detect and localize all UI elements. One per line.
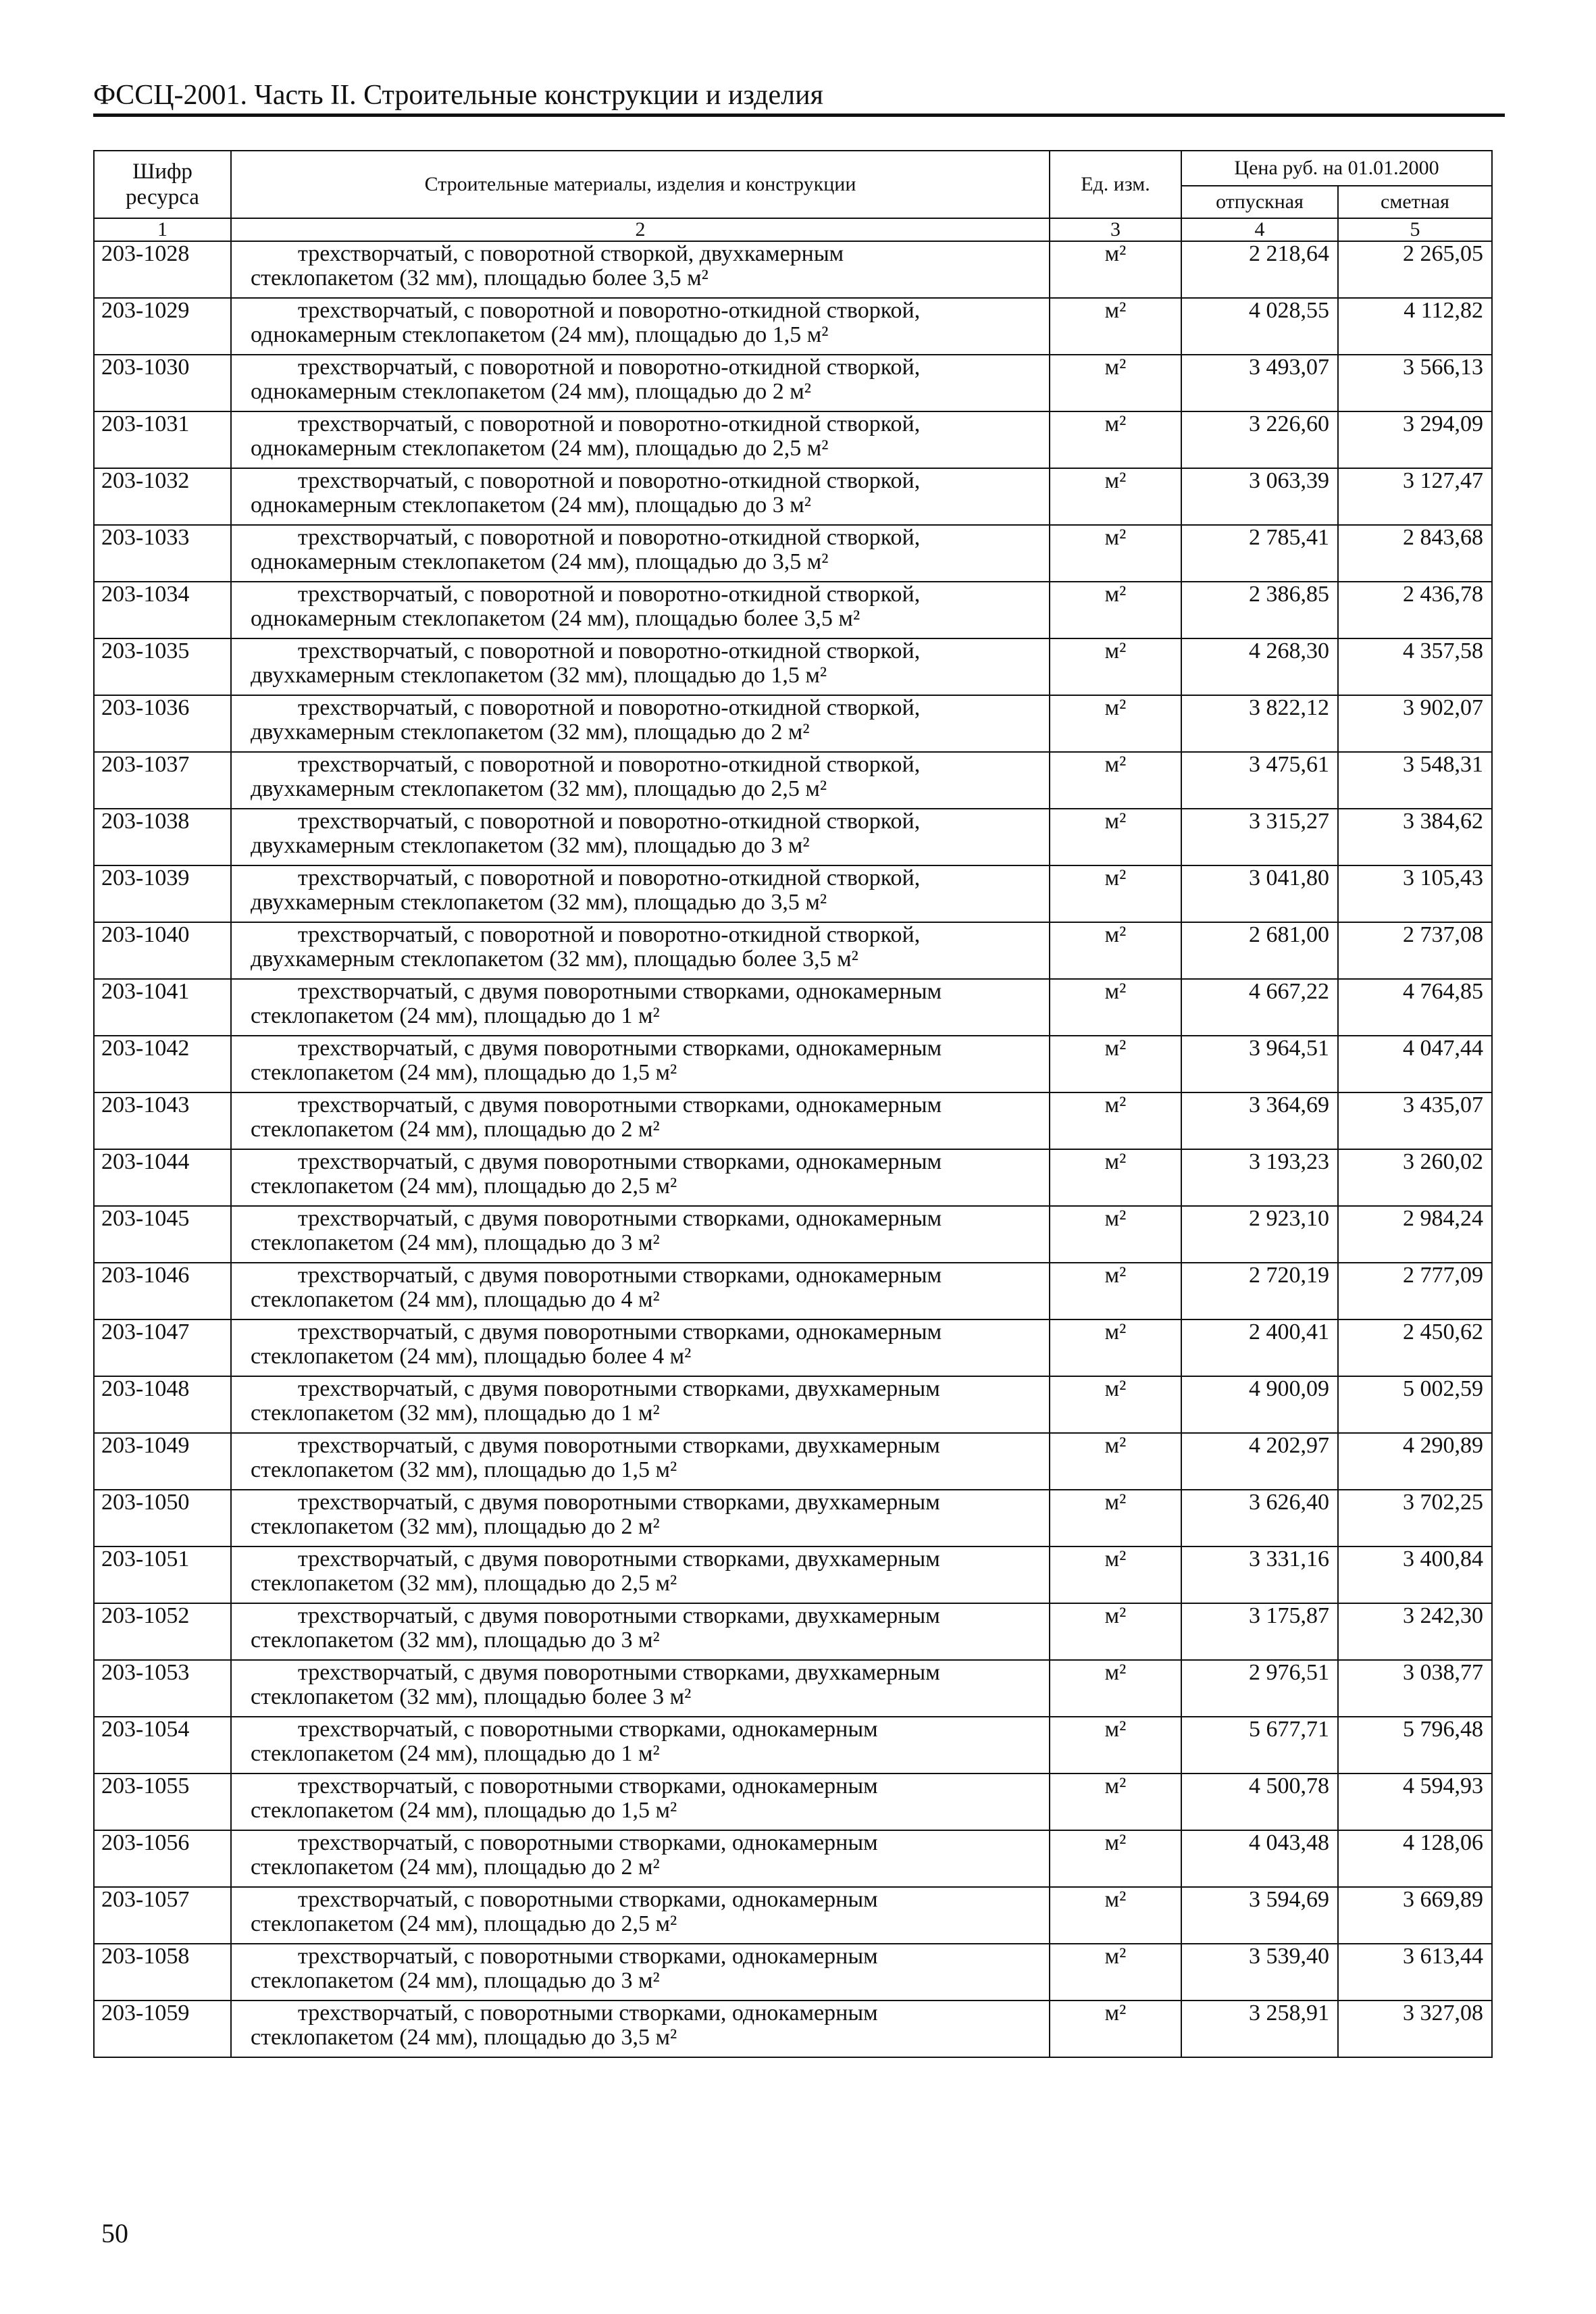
table-row [94, 1774, 1492, 1830]
unit-of-measure: м² [1050, 1887, 1181, 1944]
table-row [94, 752, 1492, 809]
resource-code: 203-1055 [94, 1774, 231, 1830]
material-description [231, 241, 1050, 298]
release-price: 3 539,40 [1181, 1944, 1338, 2001]
release-price: 2 976,51 [1181, 1660, 1338, 1717]
resource-code: 203-1030 [94, 355, 231, 411]
release-price: 3 964,51 [1181, 1036, 1338, 1092]
unit-of-measure: м² [1050, 2001, 1181, 2057]
resource-code: 203-1057 [94, 1887, 231, 1944]
release-price: 2 720,19 [1181, 1263, 1338, 1319]
table-row [94, 1830, 1492, 1887]
estimate-price: 3 613,44 [1338, 1944, 1492, 2001]
column-number: 1 [94, 218, 231, 241]
table-row [94, 1149, 1492, 1206]
resource-code: 203-1046 [94, 1263, 231, 1319]
estimate-price: 4 112,82 [1338, 298, 1492, 355]
release-price: 3 226,60 [1181, 411, 1338, 468]
release-price: 4 268,30 [1181, 638, 1338, 695]
estimate-price: 3 400,84 [1338, 1546, 1492, 1603]
resource-code: 203-1038 [94, 809, 231, 865]
description-line-1: трехстворчатый, с поворотной и поворотно-откидной створкой, [298, 922, 921, 947]
description-line-2: стеклопакетом (32 мм), площадью до 3 м² [251, 1628, 660, 1653]
estimate-price: 2 984,24 [1338, 1206, 1492, 1263]
material-description [231, 1660, 1050, 1717]
material-description [231, 1036, 1050, 1092]
table-row [94, 355, 1492, 411]
description-line-2: стеклопакетом (32 мм), площадью до 2,5 м² [251, 1571, 677, 1596]
table-row [94, 865, 1492, 922]
material-description [231, 695, 1050, 752]
description-line-1: трехстворчатый, с поворотной и поворотно-откидной створкой, [298, 638, 921, 663]
unit-of-measure: м² [1050, 1263, 1181, 1319]
release-price: 3 258,91 [1181, 2001, 1338, 2057]
description-line-1: трехстворчатый, с поворотными створками, однокамерным [298, 1944, 878, 1969]
material-description [231, 1319, 1050, 1376]
table-row [94, 1263, 1492, 1319]
release-price: 3 364,69 [1181, 1092, 1338, 1149]
estimate-price: 3 294,09 [1338, 411, 1492, 468]
description-line-2: однокамерным стеклопакетом (24 мм), площадью до 3,5 м² [251, 549, 829, 574]
estimate-price: 3 548,31 [1338, 752, 1492, 809]
resource-code: 203-1056 [94, 1830, 231, 1887]
estimate-price: 2 777,09 [1338, 1263, 1492, 1319]
release-price: 2 785,41 [1181, 525, 1338, 582]
description-line-2: стеклопакетом (24 мм), площадью более 4 м² [251, 1344, 692, 1369]
description-line-1: трехстворчатый, с двумя поворотными створками, двухкамерным [298, 1490, 940, 1515]
table-row [94, 1376, 1492, 1433]
resource-code: 203-1039 [94, 865, 231, 922]
description-line-2: стеклопакетом (24 мм), площадью до 1,5 м² [251, 1060, 677, 1085]
unit-of-measure: м² [1050, 1036, 1181, 1092]
description-line-2: двухкамерным стеклопакетом (32 мм), площадью до 1,5 м² [251, 663, 827, 688]
resource-code: 203-1059 [94, 2001, 231, 2057]
estimate-price: 2 843,68 [1338, 525, 1492, 582]
release-price: 3 041,80 [1181, 865, 1338, 922]
material-description [231, 979, 1050, 1036]
release-price: 3 063,39 [1181, 468, 1338, 525]
description-line-1: трехстворчатый, с поворотной и поворотно-откидной створкой, [298, 582, 921, 607]
table-row [94, 695, 1492, 752]
description-line-1: трехстворчатый, с поворотными створками, однокамерным [298, 1887, 878, 1912]
table-row [94, 525, 1492, 582]
description-line-1: трехстворчатый, с поворотными створками, однокамерным [298, 1830, 878, 1855]
resource-code: 203-1052 [94, 1603, 231, 1660]
table-row [94, 1092, 1492, 1149]
unit-of-measure: м² [1050, 752, 1181, 809]
resource-code: 203-1029 [94, 298, 231, 355]
material-description [231, 1546, 1050, 1603]
release-price: 2 218,64 [1181, 241, 1338, 298]
unit-of-measure: м² [1050, 1774, 1181, 1830]
description-line-2: стеклопакетом (24 мм), площадью до 2 м² [251, 1855, 660, 1880]
resource-code: 203-1037 [94, 752, 231, 809]
header-code: Шифр ресурса [94, 151, 231, 218]
estimate-price: 4 594,93 [1338, 1774, 1492, 1830]
description-line-1: трехстворчатый, с двумя поворотными створками, двухкамерным [298, 1603, 940, 1628]
resource-code: 203-1058 [94, 1944, 231, 2001]
description-line-2: однокамерным стеклопакетом (24 мм), площадью до 2 м² [251, 379, 811, 404]
release-price: 3 315,27 [1181, 809, 1338, 865]
unit-of-measure: м² [1050, 1830, 1181, 1887]
material-description [231, 298, 1050, 355]
material-description [231, 582, 1050, 638]
table-row [94, 1319, 1492, 1376]
release-price: 2 923,10 [1181, 1206, 1338, 1263]
material-description [231, 1603, 1050, 1660]
description-line-1: трехстворчатый, с двумя поворотными створками, двухкамерным [298, 1546, 940, 1571]
estimate-price: 4 357,58 [1338, 638, 1492, 695]
resource-code: 203-1028 [94, 241, 231, 298]
resource-code: 203-1040 [94, 922, 231, 979]
release-price: 3 193,23 [1181, 1149, 1338, 1206]
header-price-release: отпускная [1181, 186, 1338, 218]
estimate-price: 3 566,13 [1338, 355, 1492, 411]
material-description [231, 2001, 1050, 2057]
material-description [231, 1149, 1050, 1206]
resource-code: 203-1036 [94, 695, 231, 752]
column-number: 5 [1338, 218, 1492, 241]
release-price: 4 667,22 [1181, 979, 1338, 1036]
table-row [94, 638, 1492, 695]
resource-code: 203-1053 [94, 1660, 231, 1717]
release-price: 3 175,87 [1181, 1603, 1338, 1660]
estimate-price: 2 265,05 [1338, 241, 1492, 298]
material-description [231, 922, 1050, 979]
header-unit: Ед. изм. [1050, 151, 1181, 218]
description-line-1: трехстворчатый, с двумя поворотными створками, двухкамерным [298, 1433, 940, 1458]
description-line-2: стеклопакетом (24 мм), площадью до 2 м² [251, 1117, 660, 1142]
header-rule [93, 114, 1505, 117]
description-line-1: трехстворчатый, с двумя поворотными створками, однокамерным [298, 1092, 942, 1117]
unit-of-measure: м² [1050, 922, 1181, 979]
table-row [94, 298, 1492, 355]
release-price: 5 677,71 [1181, 1717, 1338, 1774]
table-row [94, 1036, 1492, 1092]
unit-of-measure: м² [1050, 1603, 1181, 1660]
estimate-price: 4 047,44 [1338, 1036, 1492, 1092]
unit-of-measure: м² [1050, 468, 1181, 525]
estimate-price: 3 902,07 [1338, 695, 1492, 752]
description-line-1: трехстворчатый, с двумя поворотными створками, однокамерным [298, 1206, 942, 1231]
release-price: 4 500,78 [1181, 1774, 1338, 1830]
description-line-2: стеклопакетом (24 мм), площадью до 4 м² [251, 1287, 660, 1312]
description-line-2: стеклопакетом (32 мм), площадью более 3 м² [251, 1684, 692, 1709]
description-line-2: стеклопакетом (24 мм), площадью до 3 м² [251, 1968, 660, 1993]
header-row [94, 151, 1492, 186]
estimate-price: 4 764,85 [1338, 979, 1492, 1036]
material-description [231, 865, 1050, 922]
description-line-2: стеклопакетом (32 мм), площадью до 1 м² [251, 1401, 660, 1426]
resource-code: 203-1051 [94, 1546, 231, 1603]
resource-code: 203-1044 [94, 1149, 231, 1206]
material-description [231, 1887, 1050, 1944]
description-line-2: стеклопакетом (24 мм), площадью до 2,5 м² [251, 1174, 677, 1199]
material-description [231, 355, 1050, 411]
estimate-price: 3 038,77 [1338, 1660, 1492, 1717]
release-price: 4 043,48 [1181, 1830, 1338, 1887]
release-price: 4 900,09 [1181, 1376, 1338, 1433]
unit-of-measure: м² [1050, 1944, 1181, 2001]
material-description [231, 1490, 1050, 1546]
estimate-price: 3 127,47 [1338, 468, 1492, 525]
unit-of-measure: м² [1050, 411, 1181, 468]
release-price: 2 386,85 [1181, 582, 1338, 638]
material-description [231, 1717, 1050, 1774]
table-row [94, 411, 1492, 468]
material-description [231, 1944, 1050, 2001]
description-line-1: трехстворчатый, с поворотной и поворотно-откидной створкой, [298, 298, 921, 323]
unit-of-measure: м² [1050, 355, 1181, 411]
description-line-2: двухкамерным стеклопакетом (32 мм), площадью до 2 м² [251, 720, 810, 745]
release-price: 2 681,00 [1181, 922, 1338, 979]
estimate-price: 5 002,59 [1338, 1376, 1492, 1433]
release-price: 3 594,69 [1181, 1887, 1338, 1944]
estimate-price: 5 796,48 [1338, 1717, 1492, 1774]
header-description: Строительные материалы, изделия и конструкции [231, 151, 1050, 218]
unit-of-measure: м² [1050, 1490, 1181, 1546]
estimate-price: 3 669,89 [1338, 1887, 1492, 1944]
resource-code: 203-1054 [94, 1717, 231, 1774]
table-row [94, 1546, 1492, 1603]
description-line-2: однокамерным стеклопакетом (24 мм), площадью более 3,5 м² [251, 606, 860, 631]
unit-of-measure: м² [1050, 525, 1181, 582]
resource-code: 203-1048 [94, 1376, 231, 1433]
description-line-1: трехстворчатый, с поворотной и поворотно-откидной створкой, [298, 695, 921, 720]
estimate-price: 2 737,08 [1338, 922, 1492, 979]
resource-code: 203-1045 [94, 1206, 231, 1263]
material-description [231, 752, 1050, 809]
estimate-price: 2 450,62 [1338, 1319, 1492, 1376]
table-row [94, 1717, 1492, 1774]
material-description [231, 1092, 1050, 1149]
page-title: ФССЦ-2001. Часть II. Строительные конструкции и изделия [93, 80, 823, 111]
resource-code: 203-1041 [94, 979, 231, 1036]
column-number: 4 [1181, 218, 1338, 241]
unit-of-measure: м² [1050, 1376, 1181, 1433]
table-row [94, 809, 1492, 865]
table-row [94, 922, 1492, 979]
estimate-price: 3 384,62 [1338, 809, 1492, 865]
unit-of-measure: м² [1050, 298, 1181, 355]
description-line-2: стеклопакетом (24 мм), площадью до 3,5 м² [251, 2025, 677, 2050]
description-line-1: трехстворчатый, с поворотной и поворотно-откидной створкой, [298, 865, 921, 890]
description-line-1: трехстворчатый, с двумя поворотными створками, двухкамерным [298, 1376, 940, 1401]
table-row [94, 979, 1492, 1036]
unit-of-measure: м² [1050, 1717, 1181, 1774]
description-line-2: двухкамерным стеклопакетом (32 мм), площадью более 3,5 м² [251, 947, 858, 972]
description-line-2: стеклопакетом (24 мм), площадью до 1 м² [251, 1741, 660, 1766]
table-row [94, 1660, 1492, 1717]
description-line-1: трехстворчатый, с поворотной и поворотно-откидной створкой, [298, 411, 921, 436]
description-line-1: трехстворчатый, с поворотной створкой, двухкамерным [298, 241, 844, 266]
material-description [231, 809, 1050, 865]
header-price-estimate: сметная [1338, 186, 1492, 218]
release-price: 4 202,97 [1181, 1433, 1338, 1490]
resource-code: 203-1050 [94, 1490, 231, 1546]
resource-code: 203-1043 [94, 1092, 231, 1149]
page-number: 50 [101, 2218, 128, 2248]
description-line-2: стеклопакетом (32 мм), площадью до 2 м² [251, 1514, 660, 1539]
release-price: 2 400,41 [1181, 1319, 1338, 1376]
description-line-1: трехстворчатый, с двумя поворотными створками, однокамерным [298, 979, 942, 1004]
resource-code: 203-1047 [94, 1319, 231, 1376]
release-price: 3 822,12 [1181, 695, 1338, 752]
release-price: 3 331,16 [1181, 1546, 1338, 1603]
table-row [94, 1433, 1492, 1490]
description-line-2: стеклопакетом (24 мм), площадью до 1 м² [251, 1003, 660, 1028]
estimate-price: 3 435,07 [1338, 1092, 1492, 1149]
table-row [94, 1206, 1492, 1263]
release-price: 3 626,40 [1181, 1490, 1338, 1546]
material-description [231, 1774, 1050, 1830]
description-line-2: однокамерным стеклопакетом (24 мм), площадью до 3 м² [251, 493, 811, 518]
table-header [94, 151, 1492, 241]
description-line-2: двухкамерным стеклопакетом (32 мм), площадью до 3 м² [251, 833, 810, 858]
description-line-1: трехстворчатый, с поворотной и поворотно-откидной створкой, [298, 525, 921, 550]
unit-of-measure: м² [1050, 695, 1181, 752]
description-line-2: стеклопакетом (24 мм), площадью до 1,5 м² [251, 1798, 677, 1823]
estimate-price: 3 242,30 [1338, 1603, 1492, 1660]
material-description [231, 1433, 1050, 1490]
description-line-1: трехстворчатый, с поворотной и поворотно-откидной створкой, [298, 752, 921, 777]
price-table [93, 150, 1493, 2058]
description-line-2: однокамерным стеклопакетом (24 мм), площадью до 2,5 м² [251, 436, 829, 461]
description-line-1: трехстворчатый, с двумя поворотными створками, однокамерным [298, 1149, 942, 1174]
table-row [94, 1887, 1492, 1944]
description-line-1: трехстворчатый, с поворотной и поворотно-откидной створкой, [298, 468, 921, 493]
table-body [94, 241, 1492, 2057]
estimate-price: 2 436,78 [1338, 582, 1492, 638]
table-row [94, 1603, 1492, 1660]
material-description [231, 1376, 1050, 1433]
material-description [231, 1206, 1050, 1263]
resource-code: 203-1033 [94, 525, 231, 582]
table-row [94, 2001, 1492, 2057]
column-number-row [94, 218, 1492, 241]
table-row [94, 468, 1492, 525]
resource-code: 203-1042 [94, 1036, 231, 1092]
unit-of-measure: м² [1050, 638, 1181, 695]
table-row [94, 582, 1492, 638]
estimate-price: 3 702,25 [1338, 1490, 1492, 1546]
unit-of-measure: м² [1050, 865, 1181, 922]
unit-of-measure: м² [1050, 1206, 1181, 1263]
material-description [231, 1263, 1050, 1319]
estimate-price: 4 128,06 [1338, 1830, 1492, 1887]
description-line-1: трехстворчатый, с двумя поворотными створками, однокамерным [298, 1263, 942, 1288]
resource-code: 203-1031 [94, 411, 231, 468]
estimate-price: 3 327,08 [1338, 2001, 1492, 2057]
resource-code: 203-1049 [94, 1433, 231, 1490]
description-line-2: двухкамерным стеклопакетом (32 мм), площадью до 3,5 м² [251, 890, 827, 915]
description-line-2: стеклопакетом (32 мм), площадью до 1,5 м² [251, 1457, 677, 1482]
unit-of-measure: м² [1050, 1319, 1181, 1376]
unit-of-measure: м² [1050, 809, 1181, 865]
description-line-1: трехстворчатый, с поворотной и поворотно-откидной створкой, [298, 355, 921, 380]
column-number: 2 [231, 218, 1050, 241]
description-line-1: трехстворчатый, с поворотными створками, однокамерным [298, 1774, 878, 1799]
material-description [231, 411, 1050, 468]
unit-of-measure: м² [1050, 241, 1181, 298]
release-price: 4 028,55 [1181, 298, 1338, 355]
unit-of-measure: м² [1050, 1660, 1181, 1717]
release-price: 3 475,61 [1181, 752, 1338, 809]
estimate-price: 3 260,02 [1338, 1149, 1492, 1206]
unit-of-measure: м² [1050, 582, 1181, 638]
description-line-1: трехстворчатый, с двумя поворотными створками, двухкамерным [298, 1660, 940, 1685]
material-description [231, 1830, 1050, 1887]
table-row [94, 1944, 1492, 2001]
unit-of-measure: м² [1050, 1546, 1181, 1603]
description-line-2: стеклопакетом (24 мм), площадью до 3 м² [251, 1230, 660, 1255]
resource-code: 203-1035 [94, 638, 231, 695]
release-price: 3 493,07 [1181, 355, 1338, 411]
description-line-2: двухкамерным стеклопакетом (32 мм), площадью до 2,5 м² [251, 776, 827, 801]
description-line-1: трехстворчатый, с поворотными створками, однокамерным [298, 2001, 878, 2026]
resource-code: 203-1034 [94, 582, 231, 638]
description-line-1: трехстворчатый, с двумя поворотными створками, однокамерным [298, 1036, 942, 1061]
resource-code: 203-1032 [94, 468, 231, 525]
table-row [94, 241, 1492, 298]
table-row [94, 1490, 1492, 1546]
estimate-price: 4 290,89 [1338, 1433, 1492, 1490]
description-line-1: трехстворчатый, с поворотными створками, однокамерным [298, 1717, 878, 1742]
material-description [231, 638, 1050, 695]
column-number: 3 [1050, 218, 1181, 241]
description-line-2: стеклопакетом (24 мм), площадью до 2,5 м² [251, 1911, 677, 1936]
estimate-price: 3 105,43 [1338, 865, 1492, 922]
description-line-1: трехстворчатый, с двумя поворотными створками, однокамерным [298, 1319, 942, 1344]
description-line-2: стеклопакетом (32 мм), площадью более 3,5 м² [251, 266, 709, 291]
description-line-1: трехстворчатый, с поворотной и поворотно-откидной створкой, [298, 809, 921, 834]
material-description [231, 525, 1050, 582]
header-price-group: Цена руб. на 01.01.2000 [1181, 151, 1492, 186]
unit-of-measure: м² [1050, 1149, 1181, 1206]
material-description [231, 468, 1050, 525]
unit-of-measure: м² [1050, 1092, 1181, 1149]
description-line-2: однокамерным стеклопакетом (24 мм), площадью до 1,5 м² [251, 322, 829, 347]
unit-of-measure: м² [1050, 979, 1181, 1036]
unit-of-measure: м² [1050, 1433, 1181, 1490]
